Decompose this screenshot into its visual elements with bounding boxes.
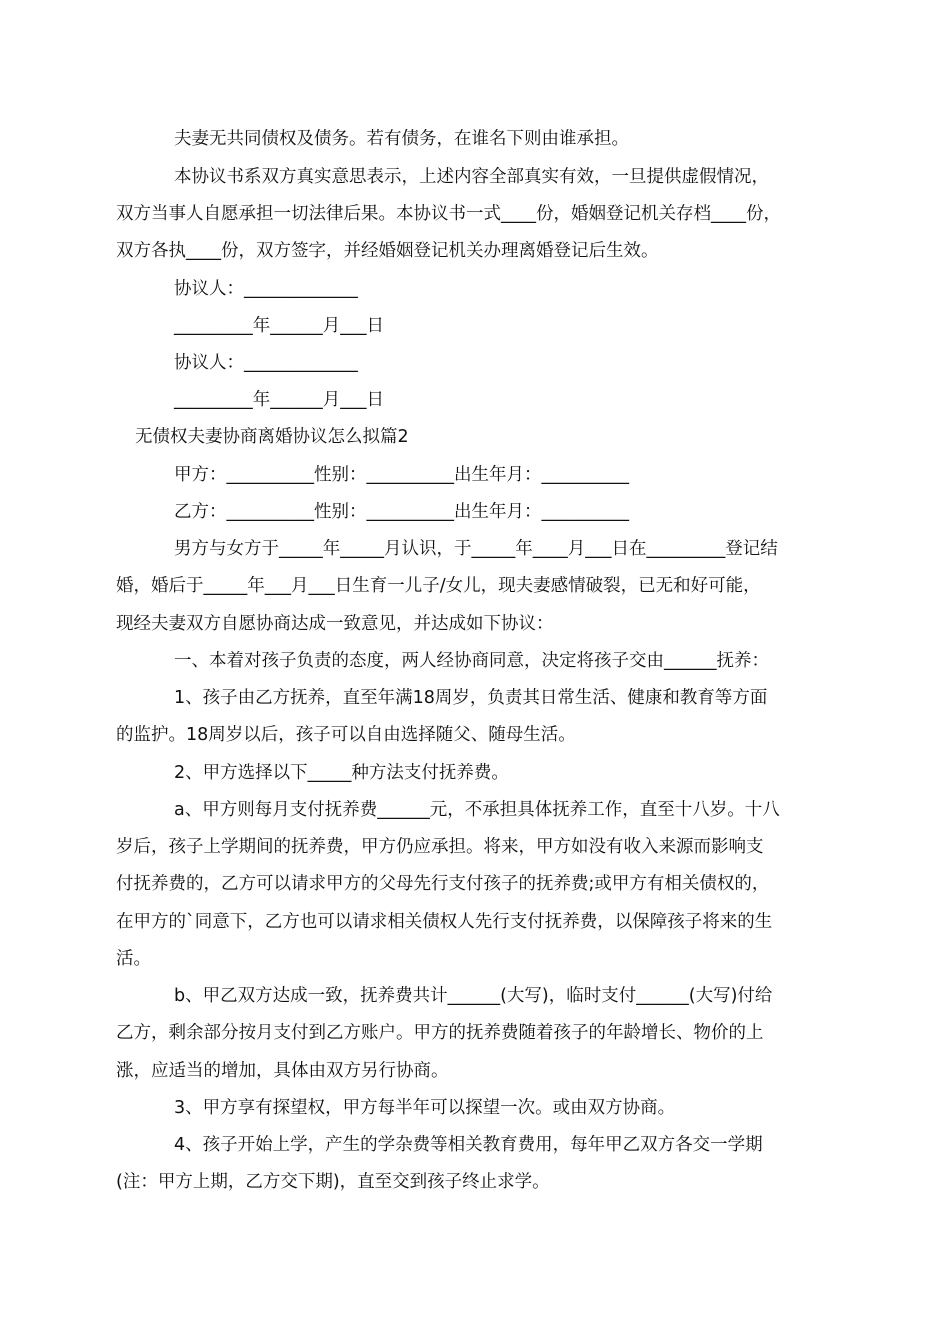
date-blank: _________年______月___日 (174, 390, 384, 410)
text-line: 1、孩子由乙方抚养，直至年满18周岁，负责其日常生活、健康和教育等方面 (174, 688, 768, 708)
text-line: 夫妻无共同债权及债务。若有债务，在谁名下则由谁承担。 (174, 129, 629, 149)
text-line: 活。 (116, 949, 151, 969)
signature-label: 协议人：_____________ (174, 353, 358, 373)
text-line: 男方与女方于_____年_____月认识，于_____年____月___日在_________登记结 (174, 539, 778, 559)
text-line: 3、甲方享有探望权，甲方每半年可以探望一次。或由双方协商。 (174, 1098, 676, 1118)
text-line: 现经夫妻双方自愿协商达成一致意见，并达成如下协议： (116, 614, 554, 634)
party-a-line: 甲方：__________性别：__________出生年月：__________ (174, 465, 629, 485)
text-line: 付抚养费的，乙方可以请求甲方的父母先行支付孩子的抚养费;或甲方有相关债权的， (116, 874, 770, 894)
text-line: (注：甲方上期，乙方交下期)，直至交到孩子终止求学。 (116, 1172, 550, 1192)
text-line: 双方各执____份，双方签字，并经婚姻登记机关办理离婚登记后生效。 (116, 241, 659, 261)
section-title: 无债权夫妻协商离婚协议怎么拟篇2 (135, 427, 409, 447)
text-line: 的监护。18周岁以后，孩子可以自由选择随父、随母生活。 (116, 725, 576, 745)
text-line: 本协议书系双方真实意思表示，上述内容全部真实有效，一旦提供虚假情况， (174, 167, 769, 187)
text-line: 一、本着对孩子负责的态度，两人经协商同意，决定将孩子交由______抚养： (174, 651, 769, 671)
text-line: 4、孩子开始上学，产生的学杂费等相关教育费用，每年甲乙双方各交一学期 (174, 1135, 763, 1155)
text-line: 婚，婚后于_____年___月___日生育一儿子/女儿，现夫妻感情破裂，已无和好可能， (116, 576, 761, 596)
date-blank: _________年______月___日 (174, 316, 384, 336)
text-line: 乙方，剩余部分按月支付到乙方账户。甲方的抚养费随着孩子的年龄增长、物价的上 (116, 1023, 764, 1043)
text-line: b、甲乙双方达成一致，抚养费共计______(大写)，临时支付______(大写)付给 (174, 986, 773, 1006)
text-line: 涨，应适当的增加，具体由双方另行协商。 (116, 1061, 449, 1081)
signature-label: 协议人：_____________ (174, 279, 358, 299)
text-line: 岁后，孩子上学期间的抚养费，甲方仍应承担。将来，甲方如没有收入来源而影响支 (116, 837, 764, 857)
text-line: 2、甲方选择以下_____种方法支付抚养费。 (174, 763, 509, 783)
text-line: 双方当事人自愿承担一切法律后果。本协议书一式____份，婚姻登记机关存档____份， (116, 204, 781, 224)
text-line: a、甲方则每月支付抚养费______元，不承担具体抚养工作，直至十八岁。十八 (174, 800, 780, 820)
party-b-line: 乙方：__________性别：__________出生年月：__________ (174, 502, 629, 522)
text-line: 在甲方的`同意下，乙方也可以请求相关债权人先行支付抚养费，以保障孩子将来的生 (116, 912, 773, 932)
